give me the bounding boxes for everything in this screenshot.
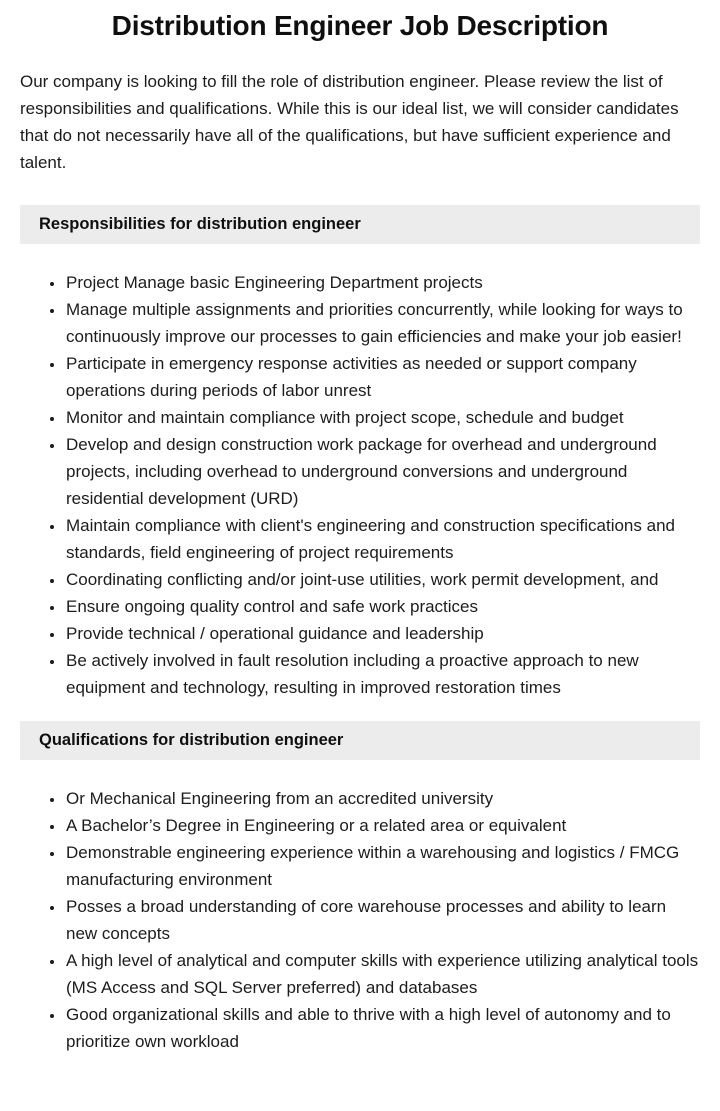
- list-item: • Ensure ongoing quality control and safe work practices: [65, 593, 700, 620]
- list-item: • A Bachelor’s Degree in Engineering or a related area or equivalent: [65, 812, 700, 839]
- list-item: • Participate in emergency response activities as needed or support company operations during periods of labor unrest: [65, 350, 700, 404]
- qualifications-section: [20, 721, 700, 1055]
- qualifications-section-heading: Qualifications for distribution engineer: [20, 721, 700, 760]
- page-title: Distribution Engineer Job Description: [111, 10, 609, 41]
- list-item: • Develop and design construction work package for overhead and underground projects, including overhead to underground conversions and underground residential development (URD): [65, 431, 700, 512]
- responsibilities-section-heading: Responsibilities for distribution engineer: [20, 205, 700, 244]
- list-item: • Or Mechanical Engineering from an accredited university: [65, 785, 700, 812]
- list-item: • Demonstrable engineering experience within a warehousing and logistics / FMCG manufacturing environment: [65, 839, 700, 893]
- list-item: • Coordinating conflicting and/or joint-use utilities, work permit development, and: [65, 566, 700, 593]
- qualifications-list: [20, 785, 700, 1055]
- intro-paragraph: Our company is looking to fill the role of distribution engineer. Please review the list of responsibilities and qualifications. While this is our ideal list, we will consider candidates that do not necessarily have all of the qualifications, but have sufficient experience and talent.: [20, 72, 679, 172]
- list-item: • Project Manage basic Engineering Department projects: [65, 269, 700, 296]
- list-item: • Posses a broad understanding of core warehouse processes and ability to learn new concepts: [65, 893, 700, 947]
- list-item: • Maintain compliance with client's engineering and construction specifications and standards, field engineering of project requirements: [65, 512, 700, 566]
- list-item: • Be actively involved in fault resolution including a proactive approach to new equipment and technology, resulting in improved restoration times: [65, 647, 700, 701]
- responsibilities-section: [20, 205, 700, 701]
- list-item: • Good organizational skills and able to thrive with a high level of autonomy and to prioritize own workload: [65, 1001, 700, 1055]
- list-item: • Provide technical / operational guidance and leadership: [65, 620, 700, 647]
- list-item: • Manage multiple assignments and priorities concurrently, while looking for ways to continuously improve our processes to gain efficiencies and make your job easier!: [65, 296, 700, 350]
- list-item: • A high level of analytical and computer skills with experience utilizing analytical tools (MS Access and SQL Server preferred) and databases: [65, 947, 700, 1001]
- list-item: • Monitor and maintain compliance with project scope, schedule and budget: [65, 404, 700, 431]
- responsibilities-list: [20, 269, 700, 701]
